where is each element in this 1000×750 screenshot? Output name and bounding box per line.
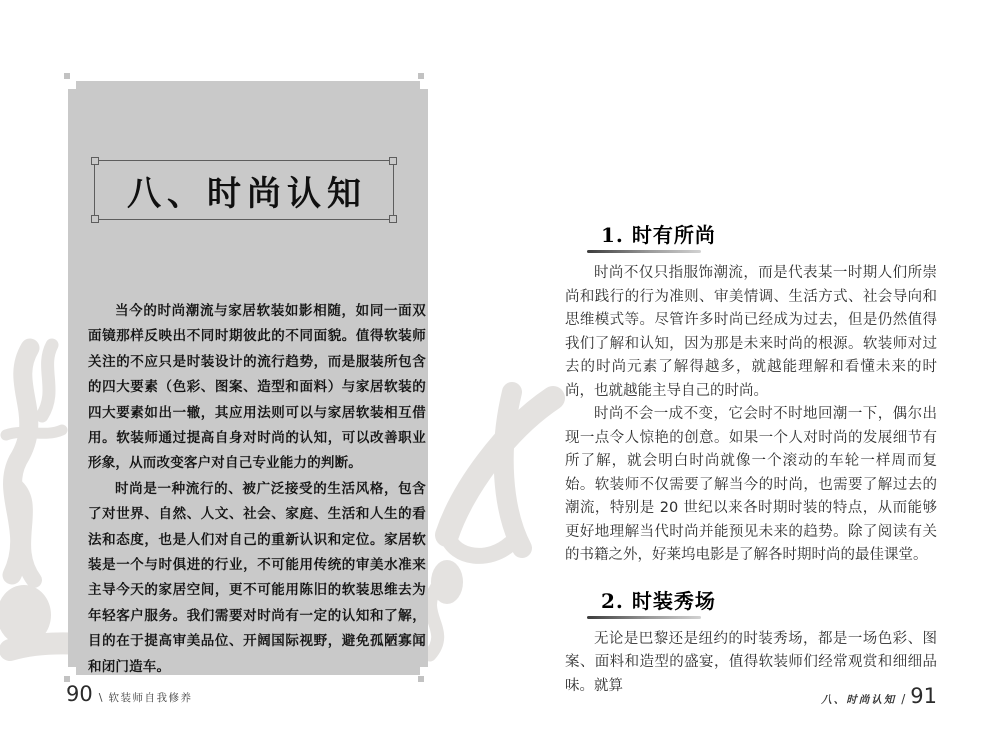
intro-paragraph-2: 时尚是一种流行的、被广泛接受的生活风格，包含了对世界、自然、人文、社会、家庭、生活和人生的看法和态度，也是人们对自己的重新认识和定位。家居软装是一个与时俱进的行业，不可能用传统的审美水准来主导今天的家居空间，更不可能用陈旧的软装思维去为年轻客户服务。我们需要对时尚有一定的认知和了解，目的在于提高审美品位、开阔国际视野，避免孤陋寡闻和闭门造车。 xyxy=(88,480,426,675)
heading-underline xyxy=(587,250,701,253)
right-page-content xyxy=(565,222,937,698)
panel-corner-notch xyxy=(67,80,76,89)
chapter-panel xyxy=(68,81,428,675)
title-box-corner-ornament xyxy=(389,157,397,165)
section-2-paragraph-1: 无论是巴黎还是纽约的时装秀场，都是一场色彩、图案、面料和造型的盛宴，值得软装师们经常观赏和细细品味。就算 xyxy=(565,630,937,694)
left-footer-separator: \ xyxy=(98,691,103,704)
right-page-footer xyxy=(821,684,937,708)
panel-corner-dot xyxy=(418,73,424,79)
section-1 xyxy=(565,222,937,568)
book-title: 软装师自我修养 xyxy=(108,692,193,704)
chapter-title-box xyxy=(94,160,394,220)
panel-corner-notch xyxy=(420,80,429,89)
section-1-heading: 1. 时有所尚 xyxy=(601,223,716,247)
chapter-intro xyxy=(88,299,426,680)
title-box-corner-ornament xyxy=(91,215,99,223)
section-1-paragraph-2: 时尚不会一成不变，它会时不时地回潮一下，偶尔出现一点令人惊艳的创意。如果一个人对时尚的发展细节有所了解，就会明白时尚就像一个滚动的车轮一样周而复始。软装师不仅需要了解当今的时尚，也需要了解过去的潮流，特别是 20 世纪以来各时期时装的特点，从而能够更好地理解当代时尚并能预见未来的趋势。除了阅读有关的书籍之外，好莱坞电影是了解各时期时尚的最佳课堂。 xyxy=(565,406,937,563)
title-box-corner-ornament xyxy=(389,215,397,223)
panel-corner-dot xyxy=(64,73,70,79)
heading-underline xyxy=(587,616,701,619)
left-page-number: 90 xyxy=(66,682,93,706)
right-page-number: 91 xyxy=(910,684,937,708)
section-2 xyxy=(565,588,937,699)
intro-paragraph-1: 当今的时尚潮流与家居软装如影相随，如同一面双面镜那样反映出不同时期彼此的不同面貌。值得软装师关注的不应只是时装设计的流行趋势，而是服装所包含的四大要素（色彩、图案、造型和面料）与家居软装的四大要素如出一辙，其应用法则可以与家居软装相互借用。软装师通过提高自身对时尚的认知，可以改善职业形象，从而改变客户对自己专业能力的判断。 xyxy=(88,303,426,472)
footer-chapter-title: 八、时尚认知 xyxy=(821,694,897,706)
left-page-footer xyxy=(66,682,192,706)
chapter-title: 八、时尚认知 xyxy=(127,173,367,214)
section-2-heading: 2. 时装秀场 xyxy=(601,588,716,613)
title-box-corner-ornament xyxy=(91,157,99,165)
panel-corner-notch xyxy=(67,667,76,676)
right-footer-separator: / xyxy=(901,692,906,706)
section-1-paragraph-1: 时尚不仅只指服饰潮流，而是代表某一时期人们所崇尚和践行的行为准则、审美情调、生活方式、社会导向和思维模式等。尽管许多时尚已经成为过去，但是仍然值得我们了解和认知，因为那是未来时尚的根源。软装师对过去的时尚元素了解得越多，就越能理解和看懂未来的时尚，也就越能主导自己的时尚。 xyxy=(565,265,937,399)
